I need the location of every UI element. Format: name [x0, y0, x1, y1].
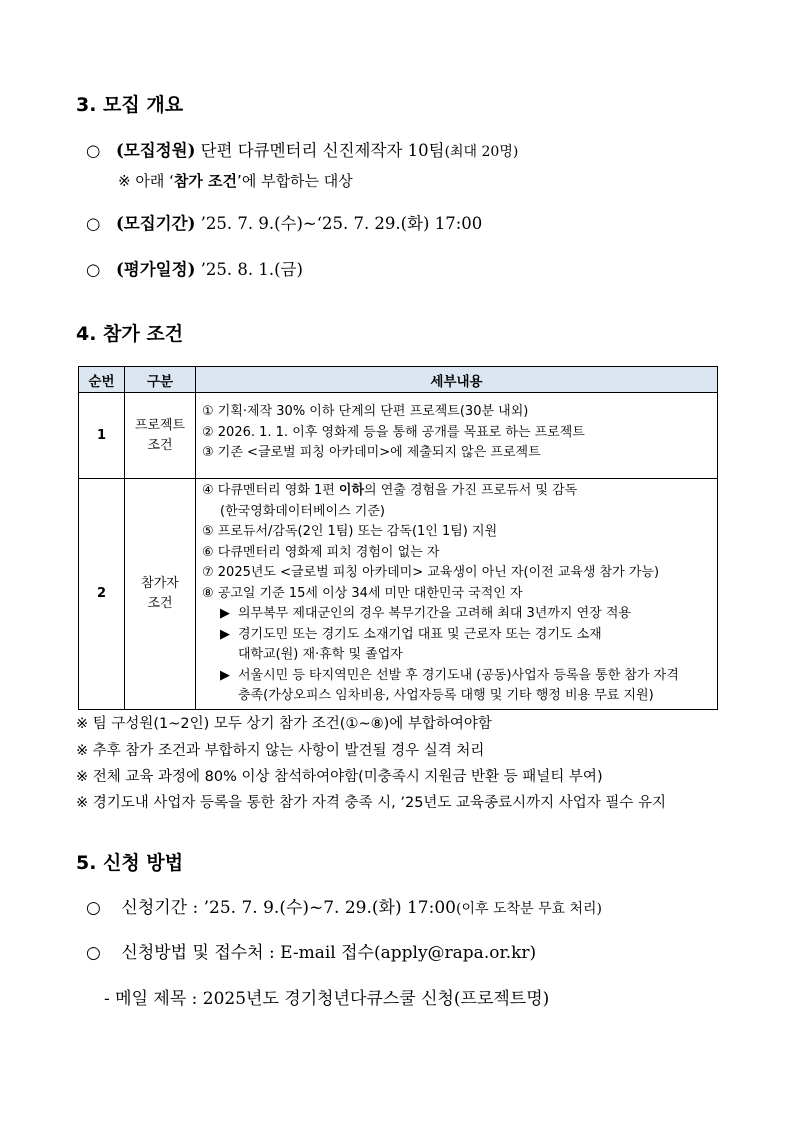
detail-text: ④ 다큐멘터리 영화 1편: [202, 483, 339, 498]
condition-note-suffix: ’에 부합하는 대상: [237, 172, 353, 190]
recruit-period-item: [86, 210, 482, 234]
circle-bullet-icon: ○: [86, 260, 101, 279]
triangle-arrow-icon: ▶: [220, 667, 230, 683]
disqualify-note: ※ 추후 참가 조건과 부합하지 않는 사항이 발견될 경우 실격 처리: [76, 743, 485, 759]
row-category: [125, 479, 196, 710]
detail-line: ⑥ 다큐멘터리 영화제 피치 경험이 없는 자: [202, 544, 440, 560]
circle-bullet-icon: ○: [86, 141, 101, 160]
table-row: [79, 479, 718, 710]
detail-bold: 이하: [338, 483, 365, 498]
table-header-row: [79, 367, 718, 393]
detail-subline: [202, 666, 711, 687]
period-text: ’25. 7. 9.(수)~‘25. 7. 29.(화) 17:00: [195, 214, 483, 233]
detail-line: ⑧ 공고일 기준 15세 이상 34세 미만 대한민국 국적인 자: [202, 585, 523, 601]
detail-text: 의무복무 제대군인의 경우 복무기간을 고려해 최대 3년까지 연장 적용: [238, 606, 631, 621]
business-note: ※ 경기도내 사업자 등록을 통한 참가 자격 충족 시, ’25년도 교육종료시까지 사업자 필수 유지: [76, 795, 666, 811]
category-line: 조건: [147, 437, 173, 453]
category-line: 참가자: [141, 575, 179, 591]
application-period-note: (이후 도착분 무효 처리): [456, 901, 602, 917]
circle-bullet-icon: ○: [86, 898, 101, 918]
detail-text: 서울시민 등 타지역민은 선발 후 경기도내 (공동)사업자 등록을 통한 참가 자격: [238, 667, 679, 683]
row-number: 1: [79, 393, 125, 479]
recruit-capacity-item: [86, 137, 518, 161]
section3-heading: 3. 모집 개요: [76, 94, 184, 116]
capacity-label: (모집정원): [116, 141, 196, 160]
condition-note: [118, 170, 353, 191]
detail-line: [202, 481, 711, 502]
condition-note-prefix: ※ 아래 ‘: [118, 172, 174, 190]
section5-heading: 5. 신청 방법: [76, 852, 184, 874]
header-number: 순번: [79, 367, 125, 393]
row-details: [196, 393, 718, 479]
application-period-item: [86, 893, 602, 918]
header-category: 구분: [125, 367, 196, 393]
section4-heading: 4. 참가 조건: [76, 323, 184, 345]
circle-bullet-icon: ○: [86, 943, 101, 963]
detail-line: 대학교(원) 재·휴학 및 졸업자: [238, 647, 403, 662]
triangle-arrow-icon: ▶: [220, 606, 230, 621]
detail-line: ⑤ 프로듀서/감독(2인 1팀) 또는 감독(1인 1팀) 지원: [202, 524, 498, 539]
detail-text: 의 연출 경험을 가진 프로듀서 및 감독: [364, 483, 578, 498]
evaluation-label: (평가일정): [116, 260, 196, 279]
detail-line: (한국영화데이터베이스 기준): [220, 503, 385, 519]
capacity-text: 단편 다큐멘터리 신진제작자 10팀: [195, 141, 445, 160]
triangle-arrow-icon: ▶: [220, 626, 230, 642]
detail-line: ③ 기존 <글로벌 피칭 아카데미>에 제출되지 않은 프로젝트: [202, 445, 541, 460]
row-number: 2: [79, 479, 125, 710]
detail-line: ⑦ 2025년도 <글로벌 피칭 아카데미> 교육생이 아닌 자(이전 교육생 참가 가능): [202, 565, 660, 580]
detail-line: ① 기획·제작 30% 이하 단계의 단편 프로젝트(30분 내외): [202, 404, 529, 419]
conditions-table: [78, 366, 718, 710]
evaluation-text: ’25. 8. 1.(금): [195, 260, 303, 279]
category-line: 조건: [147, 595, 173, 611]
category-line: 프로젝트: [134, 417, 186, 433]
application-period-text: 신청기간 : ’25. 7. 9.(수)~7. 29.(화) 17:00: [116, 898, 456, 918]
period-label: (모집기간): [116, 214, 196, 233]
detail-line: ② 2026. 1. 1. 이후 영화제 등을 통해 공개를 목표로 하는 프로젝트: [202, 424, 585, 440]
capacity-note: (최대 20명): [444, 144, 519, 160]
detail-subline: [202, 625, 711, 646]
row-category: [125, 393, 196, 479]
detail-subline: [202, 604, 711, 625]
table-row: [79, 393, 718, 479]
header-details: 세부내용: [196, 367, 718, 393]
email-subject-line: - 메일 제목 : 2025년도 경기청년다큐스쿨 신청(프로젝트명): [104, 989, 550, 1009]
team-note: ※ 팀 구성원(1~2인) 모두 상기 참가 조건(①~⑧)에 부합하여야함: [76, 716, 492, 732]
attendance-note: ※ 전체 교육 과정에 80% 이상 참석하여야함(미충족시 지원금 반환 등 패널티 부여): [76, 769, 603, 785]
detail-line: 충족(가상오피스 임차비용, 사업자등록 대행 및 기타 행정 비용 무료 지원): [238, 688, 654, 703]
circle-bullet-icon: ○: [86, 214, 101, 233]
application-method-text: 신청방법 및 접수처 : E-mail 접수(apply@rapa.or.kr): [116, 943, 537, 963]
row-details: [196, 479, 718, 710]
detail-text: 경기도민 또는 경기도 소재기업 대표 및 근로자 또는 경기도 소재: [238, 626, 602, 642]
evaluation-date-item: [86, 256, 303, 280]
application-method-item: [86, 938, 536, 963]
condition-note-bold: 참가 조건: [173, 172, 238, 190]
